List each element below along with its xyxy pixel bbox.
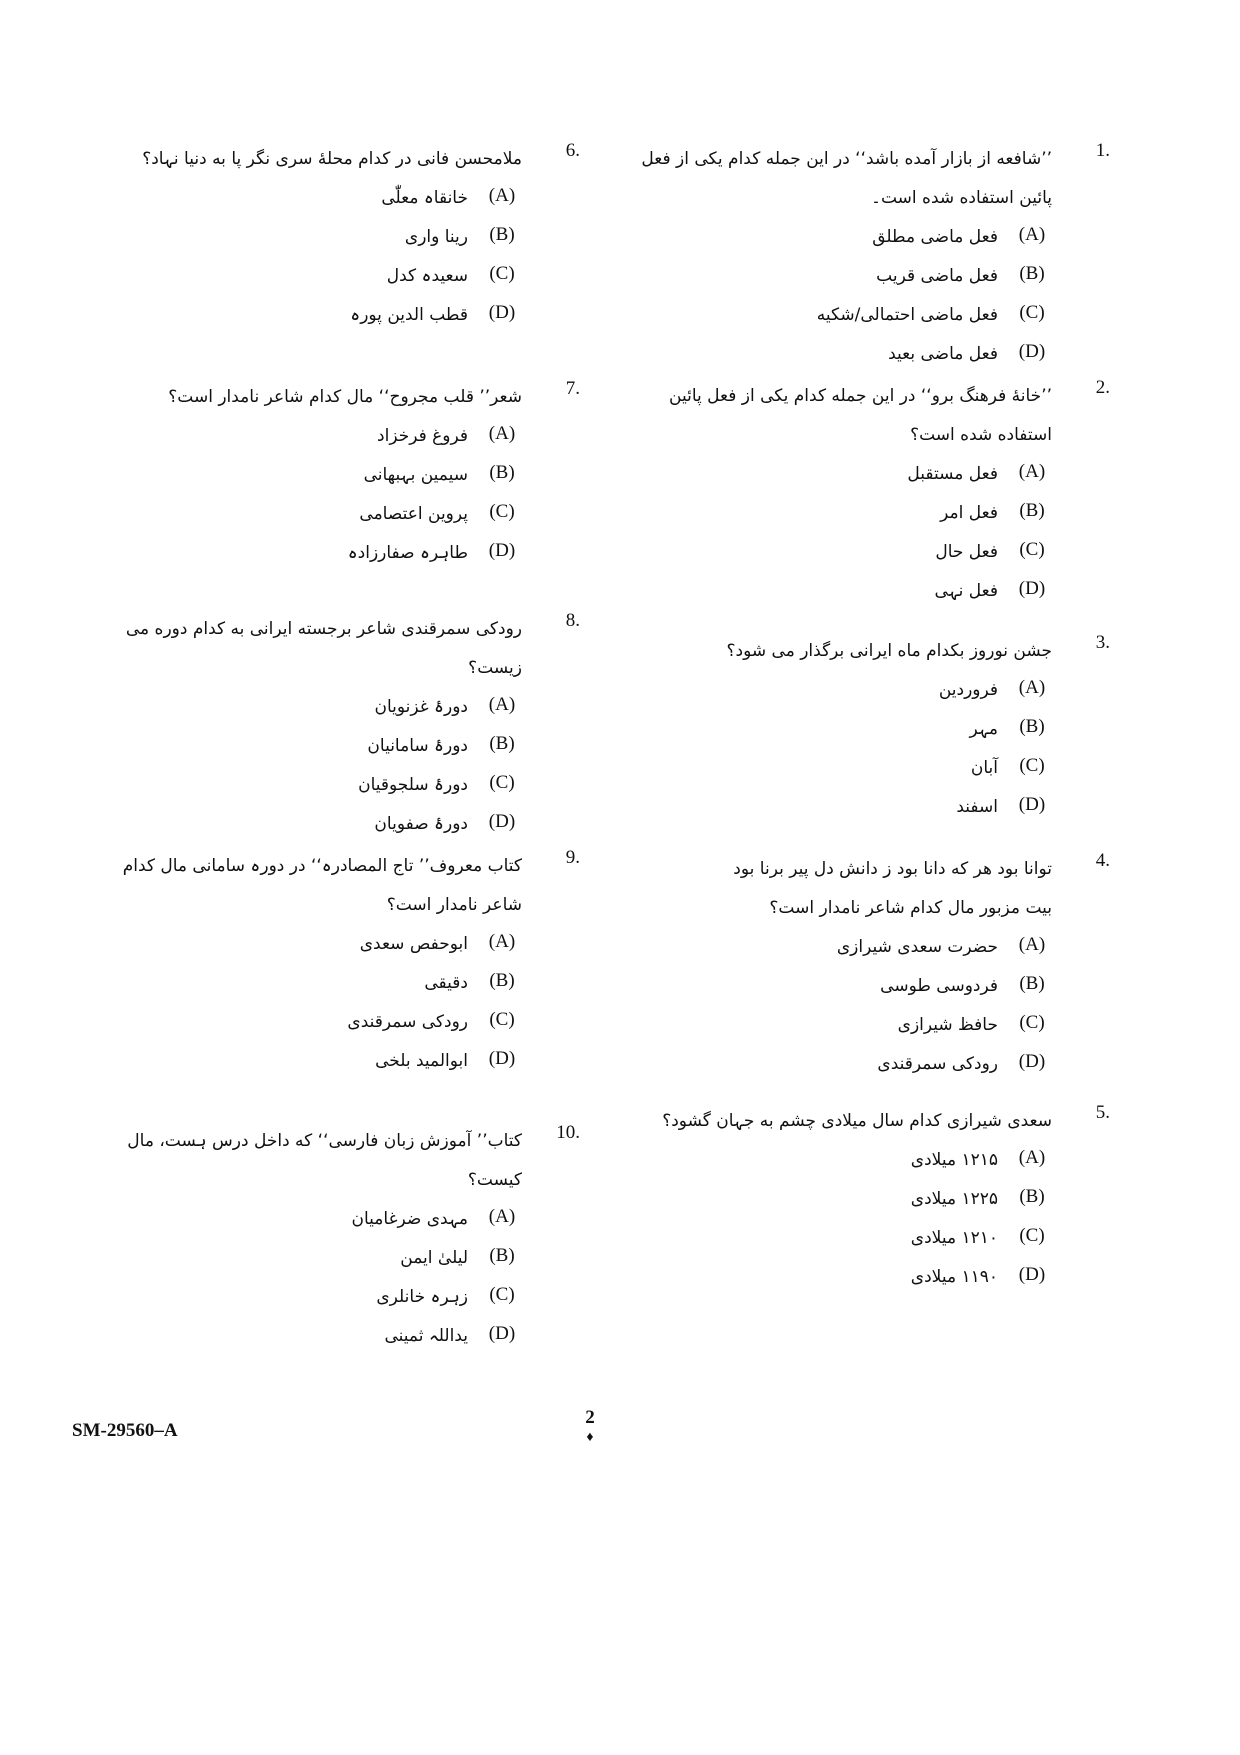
option-label: (C): [489, 1284, 515, 1305]
option-text: ابوحفص سعدی: [359, 934, 468, 954]
option-label: (B): [489, 970, 515, 991]
option-c: [640, 749, 1110, 788]
option-d: [640, 788, 1110, 827]
option-text: فعل امر: [940, 503, 998, 523]
option-label: (B): [489, 224, 515, 245]
option-b: [85, 727, 580, 766]
option-label: (A): [1018, 677, 1046, 698]
option-d: [640, 1045, 1110, 1084]
option-text: ۱۱۹۰ میلادی: [910, 1267, 998, 1287]
option-text: فروغ فرخزاد: [377, 426, 468, 446]
option-label: (D): [1018, 578, 1046, 599]
option-label: (A): [488, 694, 516, 715]
question-number: 10.: [556, 1122, 580, 1143]
option-text: سیمین بہبھانی: [363, 465, 468, 485]
option-label: (A): [1018, 461, 1046, 482]
option-label: (D): [488, 302, 516, 323]
question-number: 7.: [565, 378, 580, 399]
option-text: فعل ماضی احتمالی/شکیه: [816, 305, 998, 325]
option-c: [85, 257, 580, 296]
option-text: فعل ماضی بعید: [888, 344, 998, 364]
option-text: قطب الدین پورہ: [350, 305, 468, 325]
question-text: ’’شافعه از بازار آمده باشد‘‘ در این جمله کدام یکی از فعل پائین استفاده شده است۔: [641, 149, 1052, 208]
option-text: دورۂ سامانیان: [367, 736, 468, 756]
option-c: [85, 766, 580, 805]
option-label: (B): [1019, 1186, 1045, 1207]
option-text: ۱۲۱۰ میلادی: [910, 1228, 998, 1248]
question-number: 3.: [1095, 632, 1110, 653]
option-b: [85, 964, 580, 1003]
question-number: 9.: [565, 847, 580, 868]
option-text: یداللہ ثمینی: [384, 1326, 468, 1346]
option-b: [640, 257, 1110, 296]
question-8: [85, 610, 580, 847]
option-c: [85, 495, 580, 534]
option-b: [85, 218, 580, 257]
question-4: [640, 850, 1110, 1102]
option-label: (A): [1018, 1147, 1046, 1168]
option-text: اسفند: [956, 797, 998, 817]
option-b: [640, 1180, 1110, 1219]
option-label: (C): [1019, 1225, 1045, 1246]
left-column: [85, 140, 580, 1346]
option-b: [640, 967, 1110, 1006]
question-1: [640, 140, 1110, 377]
option-a: [85, 925, 580, 964]
option-text: فعل نہی: [934, 581, 998, 601]
option-label: (A): [488, 1206, 516, 1227]
option-c: [640, 533, 1110, 572]
option-label: (C): [1019, 539, 1045, 560]
question-text: شعر’’ قلب مجروح‘‘ مال کدام شاعر نامدار است؟: [168, 387, 522, 407]
option-text: زہرہ خانلری: [376, 1287, 468, 1307]
option-c: [640, 1006, 1110, 1045]
right-column: [640, 140, 1110, 1312]
option-text: فعل ماضی قریب: [876, 266, 998, 286]
option-text: مہر: [969, 719, 998, 739]
question-number: 4.: [1095, 850, 1110, 871]
page-number-block: [575, 1408, 605, 1448]
question-7: [85, 378, 580, 610]
question-number: 6.: [565, 140, 580, 161]
option-a: [640, 671, 1110, 710]
option-text: فروردین: [938, 680, 998, 700]
option-d: [640, 335, 1110, 374]
option-a: [640, 928, 1110, 967]
option-label: (B): [1019, 263, 1045, 284]
option-label: (B): [489, 733, 515, 754]
question-text: کتاب معروف’’ تاج المصادرہ‘‘ در دورہ سامانی مال کدام شاعر نامدار است؟: [122, 856, 522, 915]
paper-code: SM-29560–A: [72, 1420, 178, 1441]
option-text: دورۂ صفویان: [374, 814, 468, 834]
option-a: [85, 417, 580, 456]
question-5: [640, 1102, 1110, 1312]
option-text: لیلیٰ ایمن: [400, 1248, 468, 1268]
option-text: پروین اعتصامی: [359, 504, 468, 524]
option-text: مہدی ضرغامیان: [351, 1209, 468, 1229]
option-label: (A): [488, 931, 516, 952]
option-a: [640, 455, 1110, 494]
option-text: حافظ شیرازی: [897, 1015, 998, 1035]
option-label: (C): [489, 263, 515, 284]
option-label: (A): [488, 185, 516, 206]
option-label: (D): [1018, 1264, 1046, 1285]
option-text: فعل ماضی مطلق: [872, 227, 998, 247]
option-label: (A): [488, 423, 516, 444]
question-number: 5.: [1095, 1102, 1110, 1123]
option-label: (D): [1018, 341, 1046, 362]
option-label: (B): [489, 1245, 515, 1266]
option-label: (B): [489, 462, 515, 483]
option-b: [85, 456, 580, 495]
option-label: (D): [488, 540, 516, 561]
option-text: طاہرہ صفارزادہ: [347, 543, 468, 563]
option-a: [640, 218, 1110, 257]
option-text: رودکی سمرقندی: [347, 1012, 468, 1032]
option-label: (D): [488, 1048, 516, 1069]
option-b: [640, 494, 1110, 533]
option-text: رینا واری: [404, 227, 468, 247]
option-text: رودکی سمرقندی: [877, 1054, 998, 1074]
option-d: [85, 1042, 580, 1081]
question-2: [640, 377, 1110, 632]
question-9: [85, 847, 580, 1122]
option-d: [85, 534, 580, 573]
option-d: [85, 296, 580, 335]
option-label: (A): [1018, 224, 1046, 245]
option-text: دورۂ سلجوقیان: [358, 775, 468, 795]
option-label: (C): [1019, 1012, 1045, 1033]
option-label: (C): [489, 772, 515, 793]
option-d: [85, 805, 580, 844]
question-number: 2.: [1095, 377, 1110, 398]
option-text: دقیقی: [424, 973, 468, 993]
option-label: (C): [1019, 755, 1045, 776]
option-text: سعیدہ کدل: [386, 266, 468, 286]
question-number: 8.: [565, 610, 580, 631]
option-c: [85, 1278, 580, 1317]
option-label: (C): [489, 501, 515, 522]
option-a: [85, 688, 580, 727]
question-number: 1.: [1095, 140, 1110, 161]
option-label: (B): [1019, 716, 1045, 737]
option-c: [640, 1219, 1110, 1258]
option-d: [85, 1317, 580, 1356]
diamond-icon: ♦: [586, 1430, 594, 1445]
question-3: [640, 632, 1110, 850]
option-a: [85, 179, 580, 218]
option-label: (B): [1019, 500, 1045, 521]
option-text: فعل حال: [935, 542, 998, 562]
option-c: [640, 296, 1110, 335]
question-text: ملامحسن فانی در کدام محلهٔ سری نگر پا به دنیا نہاد؟: [142, 149, 522, 169]
option-text: آبان: [970, 758, 998, 778]
question-text: کتاب’’ آموزش زبان فارسی‘‘ که داخل درس ہست، مال کیست؟: [127, 1131, 522, 1190]
option-text: فردوسی طوسی: [880, 976, 998, 996]
option-label: (C): [1019, 302, 1045, 323]
question-text: ’’خانهٔ فرهنگ برو‘‘ در این جمله کدام یکی از فعل پائین استفاده شده است؟: [669, 386, 1052, 445]
option-a: [640, 1141, 1110, 1180]
option-d: [640, 572, 1110, 611]
question-text: توانا بود هر که دانا بود ز دانش دل پیر برنا بود بیت مزبور مال کدام شاعر نامدار است؟: [733, 859, 1052, 918]
option-text: حضرت سعدی شیرازی: [836, 937, 998, 957]
option-b: [85, 1239, 580, 1278]
option-text: خانقاہ معلّٰی: [381, 188, 468, 208]
option-label: (A): [1018, 934, 1046, 955]
page-number: 2: [585, 1407, 595, 1428]
option-a: [85, 1200, 580, 1239]
option-text: ابوالمید بلخی: [375, 1051, 468, 1071]
option-label: (D): [488, 811, 516, 832]
option-b: [640, 710, 1110, 749]
option-text: ۱۲۲۵ میلادی: [910, 1189, 998, 1209]
option-label: (C): [489, 1009, 515, 1030]
option-label: (D): [1018, 794, 1046, 815]
option-label: (B): [1019, 973, 1045, 994]
question-text: رودکی سمرقندی شاعر برجسته ایرانی به کدام دوره می زیست؟: [125, 619, 522, 678]
option-text: فعل مستقبل: [907, 464, 998, 484]
option-c: [85, 1003, 580, 1042]
question-6: [85, 140, 580, 378]
question-10: [85, 1122, 580, 1346]
option-text: ۱۲۱۵ میلادی: [910, 1150, 998, 1170]
option-label: (D): [488, 1323, 516, 1344]
option-text: دورۂ غزنویان: [374, 697, 468, 717]
option-d: [640, 1258, 1110, 1297]
question-text: جشن نوروز بکدام ماه ایرانی برگذار می شود؟: [726, 641, 1052, 661]
question-text: سعدی شیرازی کدام سال میلادی چشم به جہان گشود؟: [662, 1111, 1052, 1131]
option-label: (D): [1018, 1051, 1046, 1072]
